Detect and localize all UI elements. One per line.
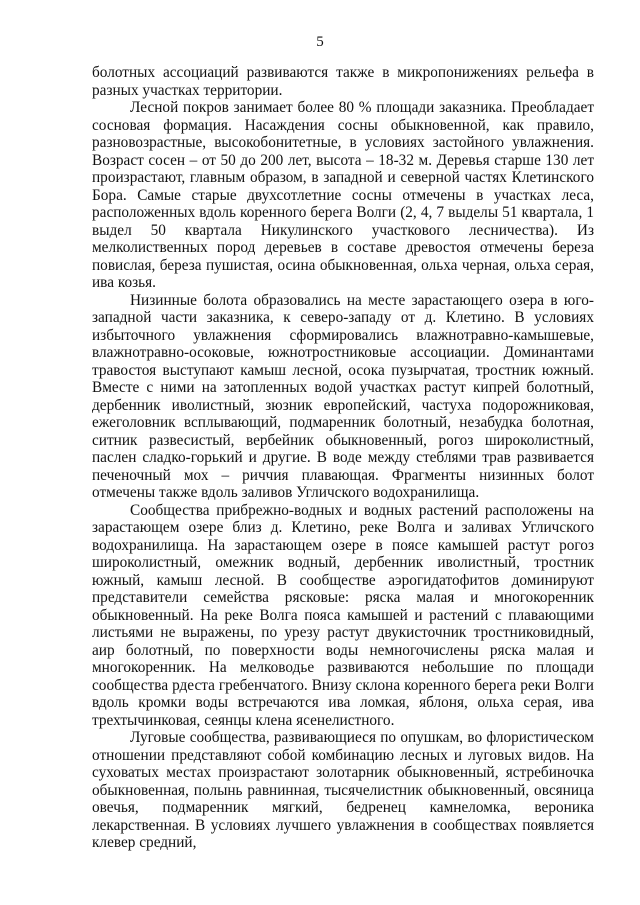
paragraph-continuation: болотных ассоциаций развиваются также в микропонижениях рельефа в разных участках территории. — [92, 64, 594, 99]
paragraph-meadow-communities: Луговые сообщества, развивающиеся по опушкам, во флористическом отношении представляют собой комбинацию лесных и луговых видов. На суховатых местах произрастают золотарник обыкновенный, ястребиночка обыкновенная, полынь равнинная, тысячелистник обыкновенный, овсяница овечья, подмаренник мягкий, бедренец камнеломка, вероника лекарственная. В условиях лучшего увлажнения в сообществах появляется клевер средний, — [92, 729, 594, 851]
page-number: 5 — [316, 34, 324, 50]
paragraph-forest-cover: Лесной покров занимает более 80 % площади заказника. Преобладает сосновая формация. Насаждения сосны обыкновенной, как правило, разновозрастные, высокобонитетные, в условиях застойного увлажнения. Возраст сосен – от 50 до 200 лет, высота – 18-32 м. Деревья старше 130 лет произрастают, главным образом, в западной и северной частях Клетинского Бора. Самые старые двухсотлетние сосны отмечены в участках леса, расположенных вдоль коренного берега Волги (2, 4, 7 выделы 51 квартала, 1 выдел 50 квартала Никулинского участкового лесничества). Из мелколиственных пород деревьев в составе древостоя отмечены береза повислая, береза пушистая, осина обыкновенная, ольха черная, ольха серая, ива козья. — [92, 99, 594, 291]
paragraph-lowland-bogs: Низинные болота образовались на месте зарастающего озера в юго-западной части заказника, к северо-западу от д. Клетино. В условиях избыточного увлажнения сформировались влажнотравно-камышевые, влажнотравно-осоковые, южнотростниковые ассоциации. Доминантами травостоя выступают камыш лесной, осока пузырчатая, тростник южный. Вместе с ними на затопленных водой участках растут кипрей болотный, дербенник иволистный, зюзник европейский, частуха подорожниковая, ежеголовник всплывающий, подмаренник болотный, незабудка болотная, ситник развесистый, вербейник обыкновенный, рогоз широколистный, паслен сладко-горький и другие. В воде между стеблями трав развивается печеночный мох – риччия плавающая. Фрагменты низинных болот отмечены также вдоль заливов Угличского водохранилища. — [92, 291, 594, 501]
body-text — [92, 64, 594, 852]
paragraph-aquatic-plants: Сообщества прибрежно-водных и водных растений расположены на зарастающем озере близ д. Клетино, реке Волга и заливах Угличского водохранилища. На зарастающем озере в поясе камышей растут рогоз широколистный, омежник водный, дербенник иволистный, тростник южный, камыш лесной. В сообществе аэрогидатофитов доминируют представители семейства рясковые: ряска малая и многокоренник обыкновенный. На реке Волга пояса камышей и растений с плавающими листьями не выражены, по урезу растут двукисточник тростниковидный, аир болотный, по поверхности воды немногочислены ряска малая и многокоренник. На мелководье развиваются небольшие по площади сообщества рдеста гребенчатого. Внизу склона коренного берега реки Волги вдоль кромки воды встречаются ива ломкая, яблоня, ольха серая, ива трехтычинковая, сеянцы клена ясенелистного. — [92, 501, 594, 729]
